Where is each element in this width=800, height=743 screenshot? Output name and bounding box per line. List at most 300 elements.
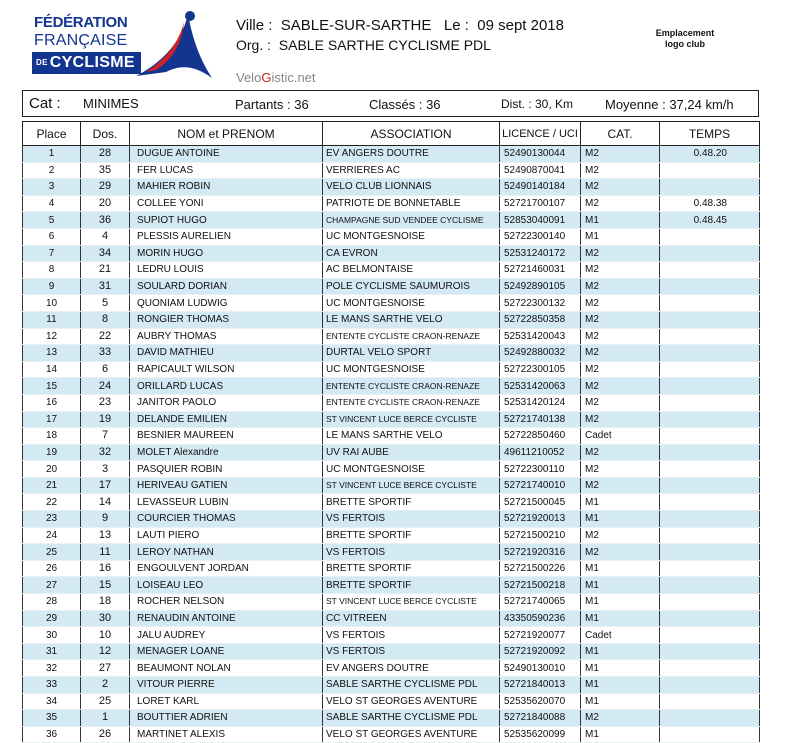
dossard-cell: 10 [81,627,130,644]
table-row [23,710,760,727]
place-cell: 9 [23,278,81,295]
table-row [23,643,760,660]
place-cell: 12 [23,328,81,345]
table-row [23,295,760,312]
place-cell: 1 [23,146,81,163]
name-cell: MAHIER ROBIN [130,179,323,196]
licence-cell: 52490130044 [500,146,581,163]
association-cell: UC MONTGESNOISE [323,461,500,478]
dossard-cell: 26 [81,726,130,743]
name-cell: COURCIER THOMAS [130,511,323,528]
name-cell: AUBRY THOMAS [130,328,323,345]
name-cell: LAUTI PIERO [130,527,323,544]
table-row [23,428,760,445]
place-cell: 30 [23,627,81,644]
time-cell [660,311,760,328]
table-row [23,345,760,362]
place-cell: 19 [23,444,81,461]
table-row [23,726,760,743]
place-cell: 8 [23,262,81,279]
licence-cell: 52490130010 [500,660,581,677]
category-cell: M2 [581,444,660,461]
association-cell: UC MONTGESNOISE [323,361,500,378]
table-row [23,179,760,196]
col-cat: CAT. [581,122,660,146]
time-cell [660,361,760,378]
table-row [23,411,760,428]
place-cell: 21 [23,477,81,494]
name-cell: ORILLARD LUCAS [130,378,323,395]
licence-cell: 49611210052 [500,444,581,461]
association-cell: SABLE SARTHE CYCLISME PDL [323,677,500,694]
time-cell [660,693,760,710]
time-cell [660,394,760,411]
velogistic-g: G [261,70,272,85]
licence-cell: 52721740065 [500,594,581,611]
dossard-cell: 13 [81,527,130,544]
name-cell: HERIVEAU GATIEN [130,477,323,494]
category-cell: M2 [581,527,660,544]
table-row [23,577,760,594]
time-cell: 0.48.38 [660,195,760,212]
licence-cell: 52721920077 [500,627,581,644]
name-cell: LEROY NATHAN [130,544,323,561]
name-cell: MARTINET ALEXIS [130,726,323,743]
table-row [23,311,760,328]
licence-cell: 52531420043 [500,328,581,345]
dossard-cell: 2 [81,677,130,694]
category-cell: M2 [581,710,660,727]
time-cell [660,428,760,445]
dossard-cell: 27 [81,660,130,677]
col-association: ASSOCIATION [323,122,500,146]
association-cell: UC MONTGESNOISE [323,228,500,245]
name-cell: LEDRU LOUIS [130,262,323,279]
licence-cell: 52490870041 [500,162,581,179]
place-cell: 4 [23,195,81,212]
cat-label: Cat : [29,95,61,112]
velogistic-pre: Velo [236,70,262,85]
place-cell: 10 [23,295,81,312]
logo-line3 [32,52,141,74]
dossard-cell: 15 [81,577,130,594]
table-row [23,660,760,677]
ffc-logo [30,6,215,82]
category-cell: M2 [581,295,660,312]
licence-cell: 52721840088 [500,710,581,727]
association-cell: ENTENTE CYCLISTE CRAON-RENAZE [323,378,500,395]
time-cell [660,378,760,395]
dossard-cell: 14 [81,494,130,511]
dossard-cell: 18 [81,594,130,611]
name-cell: ENGOULVENT JORDAN [130,560,323,577]
category-cell: M1 [581,577,660,594]
table-row [23,627,760,644]
licence-cell: 52721500210 [500,527,581,544]
time-cell [660,627,760,644]
place-cell: 20 [23,461,81,478]
licence-cell: 52721460031 [500,262,581,279]
time-cell [660,577,760,594]
association-cell: ST VINCENT LUCE BERCE CYCLISTE [323,411,500,428]
org-value: SABLE SARTHE CYCLISME PDL [278,37,491,53]
licence-cell: 52721500226 [500,560,581,577]
time-cell [660,527,760,544]
name-cell: BEAUMONT NOLAN [130,660,323,677]
place-cell: 14 [23,361,81,378]
table-row [23,511,760,528]
licence-cell: 52535620099 [500,726,581,743]
association-cell: BRETTE SPORTIF [323,560,500,577]
col-licence: LICENCE / UCI [500,122,581,146]
licence-cell: 52722850358 [500,311,581,328]
association-cell: DURTAL VELO SPORT [323,345,500,362]
dossard-cell: 20 [81,195,130,212]
place-cell: 7 [23,245,81,262]
club-logo-line2: logo club [665,39,705,49]
dossard-cell: 19 [81,411,130,428]
licence-cell: 52722300140 [500,228,581,245]
licence-cell: 52722300132 [500,295,581,312]
category-cell: M1 [581,212,660,229]
association-cell: PATRIOTE DE BONNETABLE [323,195,500,212]
classes: Classés : 36 [369,97,441,112]
association-cell: ENTENTE CYCLISTE CRAON-RENAZE [323,328,500,345]
dossard-cell: 21 [81,262,130,279]
association-cell: BRETTE SPORTIF [323,494,500,511]
category-bar [22,90,759,117]
licence-cell: 52721840013 [500,677,581,694]
time-cell: 0.48.20 [660,146,760,163]
place-cell: 28 [23,594,81,611]
table-row [23,328,760,345]
header-row [23,122,760,146]
time-cell [660,228,760,245]
dossard-cell: 16 [81,560,130,577]
dossard-cell: 35 [81,162,130,179]
licence-cell: 52722300105 [500,361,581,378]
col-nom: NOM et PRENOM [130,122,323,146]
name-cell: ROCHER NELSON [130,594,323,611]
time-cell: 0.48.45 [660,212,760,229]
licence-cell: 43350590236 [500,610,581,627]
licence-cell: 52721500218 [500,577,581,594]
association-cell: EV ANGERS DOUTRE [323,146,500,163]
category-cell: M2 [581,461,660,478]
time-cell [660,643,760,660]
place-cell: 25 [23,544,81,561]
licence-cell: 52721920092 [500,643,581,660]
category-cell: Cadet [581,428,660,445]
category-cell: M2 [581,345,660,362]
name-cell: RENAUDIN ANTOINE [130,610,323,627]
place-cell: 34 [23,693,81,710]
name-cell: MOLET Alexandre [130,444,323,461]
dossard-cell: 4 [81,228,130,245]
place-cell: 6 [23,228,81,245]
time-cell [660,461,760,478]
cat-value: MINIMES [83,96,139,111]
name-cell: JALU AUDREY [130,627,323,644]
table-row [23,245,760,262]
association-cell: LE MANS SARTHE VELO [323,311,500,328]
time-cell [660,710,760,727]
name-cell: LEVASSEUR LUBIN [130,494,323,511]
association-cell: CC VITREEN [323,610,500,627]
header-org-line [236,37,491,53]
table-row [23,146,760,163]
table-row [23,361,760,378]
name-cell: QUONIAM LUDWIG [130,295,323,312]
category-cell: M1 [581,560,660,577]
dossard-cell: 31 [81,278,130,295]
dossard-cell: 8 [81,311,130,328]
place-cell: 11 [23,311,81,328]
category-cell: M1 [581,494,660,511]
logo-line1: FÉDÉRATION [34,14,128,31]
association-cell: BRETTE SPORTIF [323,577,500,594]
table-row [23,560,760,577]
category-cell: Cadet [581,627,660,644]
dossard-cell: 25 [81,693,130,710]
association-cell: BRETTE SPORTIF [323,527,500,544]
logo-line3-text: CYCLISME [49,54,135,71]
ville-value: SABLE-SUR-SARTHE [280,17,432,34]
category-cell: M1 [581,594,660,611]
category-cell: M2 [581,328,660,345]
table-row [23,212,760,229]
logo-line2: FRANÇAISE [34,32,128,49]
category-cell: M2 [581,394,660,411]
name-cell: COLLEE YONI [130,195,323,212]
name-cell: MENAGER LOANE [130,643,323,660]
dossard-cell: 5 [81,295,130,312]
place-cell: 27 [23,577,81,594]
moyenne: Moyenne : 37,24 km/h [605,97,734,112]
table-row [23,594,760,611]
name-cell: VITOUR PIERRE [130,677,323,694]
licence-cell: 52535620070 [500,693,581,710]
name-cell: JANITOR PAOLO [130,394,323,411]
licence-cell: 52722300110 [500,461,581,478]
place-cell: 29 [23,610,81,627]
time-cell [660,328,760,345]
table-row [23,461,760,478]
licence-cell: 52531420063 [500,378,581,395]
time-cell [660,411,760,428]
dossard-cell: 24 [81,378,130,395]
association-cell: CHAMPAGNE SUD VENDEE CYCLISME [323,212,500,229]
association-cell: VS FERTOIS [323,643,500,660]
category-cell: M1 [581,511,660,528]
name-cell: BOUTTIER ADRIEN [130,710,323,727]
category-cell: M1 [581,726,660,743]
time-cell [660,494,760,511]
name-cell: BESNIER MAUREEN [130,428,323,445]
time-cell [660,162,760,179]
association-cell: POLE CYCLISME SAUMUROIS [323,278,500,295]
place-cell: 15 [23,378,81,395]
time-cell [660,444,760,461]
dossard-cell: 22 [81,328,130,345]
licence-cell: 52531240172 [500,245,581,262]
place-cell: 18 [23,428,81,445]
dossard-cell: 1 [81,710,130,727]
association-cell: LE MANS SARTHE VELO [323,428,500,445]
velogistic-brand [236,70,316,85]
name-cell: PLESSIS AURELIEN [130,228,323,245]
association-cell: AC BELMONTAISE [323,262,500,279]
table-row [23,262,760,279]
table-row [23,444,760,461]
association-cell: ENTENTE CYCLISTE CRAON-RENAZE [323,394,500,411]
licence-cell: 52721920316 [500,544,581,561]
place-cell: 36 [23,726,81,743]
time-cell [660,345,760,362]
category-cell: M1 [581,610,660,627]
dossard-cell: 7 [81,428,130,445]
time-cell [660,560,760,577]
ville-label: Ville : [236,17,273,34]
time-cell [660,295,760,312]
name-cell: LOISEAU LEO [130,577,323,594]
category-cell: M2 [581,378,660,395]
name-cell: DUGUE ANTOINE [130,146,323,163]
name-cell: DAVID MATHIEU [130,345,323,362]
dossard-cell: 33 [81,345,130,362]
table-row [23,494,760,511]
partants: Partants : 36 [235,97,309,112]
table-row [23,677,760,694]
table-row [23,378,760,395]
col-dossard: Dos. [81,122,130,146]
date-value: 09 sept 2018 [477,17,564,34]
place-cell: 35 [23,710,81,727]
association-cell: VS FERTOIS [323,627,500,644]
place-cell: 31 [23,643,81,660]
licence-cell: 52492890105 [500,278,581,295]
time-cell [660,278,760,295]
licence-cell: 52721700107 [500,195,581,212]
name-cell: RONGIER THOMAS [130,311,323,328]
org-label: Org. : [236,37,272,53]
time-cell [660,511,760,528]
category-cell: M1 [581,660,660,677]
name-cell: RAPICAULT WILSON [130,361,323,378]
category-cell: M2 [581,544,660,561]
place-cell: 3 [23,179,81,196]
table-row [23,544,760,561]
category-cell: M2 [581,477,660,494]
association-cell: VELO ST GEORGES AVENTURE [323,726,500,743]
category-cell: M1 [581,693,660,710]
name-cell: FER LUCAS [130,162,323,179]
dossard-cell: 28 [81,146,130,163]
date-label: Le : [443,17,469,34]
dossard-cell: 6 [81,361,130,378]
category-cell: M1 [581,677,660,694]
col-temps: TEMPS [660,122,760,146]
table-row [23,278,760,295]
name-cell: DELANDE EMILIEN [130,411,323,428]
logo-line3-prefix: DE [36,57,48,67]
time-cell [660,262,760,279]
place-cell: 32 [23,660,81,677]
category-cell: M2 [581,361,660,378]
name-cell: SOULARD DORIAN [130,278,323,295]
time-cell [660,660,760,677]
place-cell: 23 [23,511,81,528]
licence-cell: 52492880032 [500,345,581,362]
category-cell: M2 [581,179,660,196]
licence-cell: 52853040091 [500,212,581,229]
dossard-cell: 30 [81,610,130,627]
table-row [23,195,760,212]
name-cell: SUPIOT HUGO [130,212,323,229]
distance: Dist. : 30, Km [501,97,574,111]
time-cell [660,610,760,627]
table-row [23,477,760,494]
place-cell: 33 [23,677,81,694]
licence-cell: 52490140184 [500,179,581,196]
dossard-cell: 36 [81,212,130,229]
place-cell: 24 [23,527,81,544]
association-cell: SABLE SARTHE CYCLISME PDL [323,710,500,727]
association-cell: ST VINCENT LUCE BERCE CYCLISTE [323,594,500,611]
association-cell: VS FERTOIS [323,511,500,528]
association-cell: ST VINCENT LUCE BERCE CYCLISTE [323,477,500,494]
dossard-cell: 11 [81,544,130,561]
velogistic-post: istic.net [271,70,316,85]
category-cell: M2 [581,411,660,428]
table-row [23,527,760,544]
category-cell: M1 [581,228,660,245]
results-table [22,121,760,743]
dossard-cell: 9 [81,511,130,528]
time-cell [660,179,760,196]
place-cell: 2 [23,162,81,179]
place-cell: 22 [23,494,81,511]
place-cell: 5 [23,212,81,229]
name-cell: PASQUIER ROBIN [130,461,323,478]
association-cell: UV RAI AUBE [323,444,500,461]
licence-cell: 52721500045 [500,494,581,511]
table-row [23,693,760,710]
licence-cell: 52531420124 [500,394,581,411]
category-cell: M2 [581,311,660,328]
association-cell: VS FERTOIS [323,544,500,561]
dossard-cell: 32 [81,444,130,461]
time-cell [660,477,760,494]
table-row [23,228,760,245]
licence-cell: 52721920013 [500,511,581,528]
category-cell: M2 [581,146,660,163]
place-cell: 26 [23,560,81,577]
dossard-cell: 12 [81,643,130,660]
name-cell: LORET KARL [130,693,323,710]
place-cell: 17 [23,411,81,428]
association-cell: VELO ST GEORGES AVENTURE [323,693,500,710]
time-cell [660,594,760,611]
association-cell: VELO CLUB LIONNAIS [323,179,500,196]
place-cell: 16 [23,394,81,411]
time-cell [660,245,760,262]
association-cell: UC MONTGESNOISE [323,295,500,312]
association-cell: VERRIERES AC [323,162,500,179]
table-row [23,162,760,179]
licence-cell: 52722850460 [500,428,581,445]
time-cell [660,544,760,561]
